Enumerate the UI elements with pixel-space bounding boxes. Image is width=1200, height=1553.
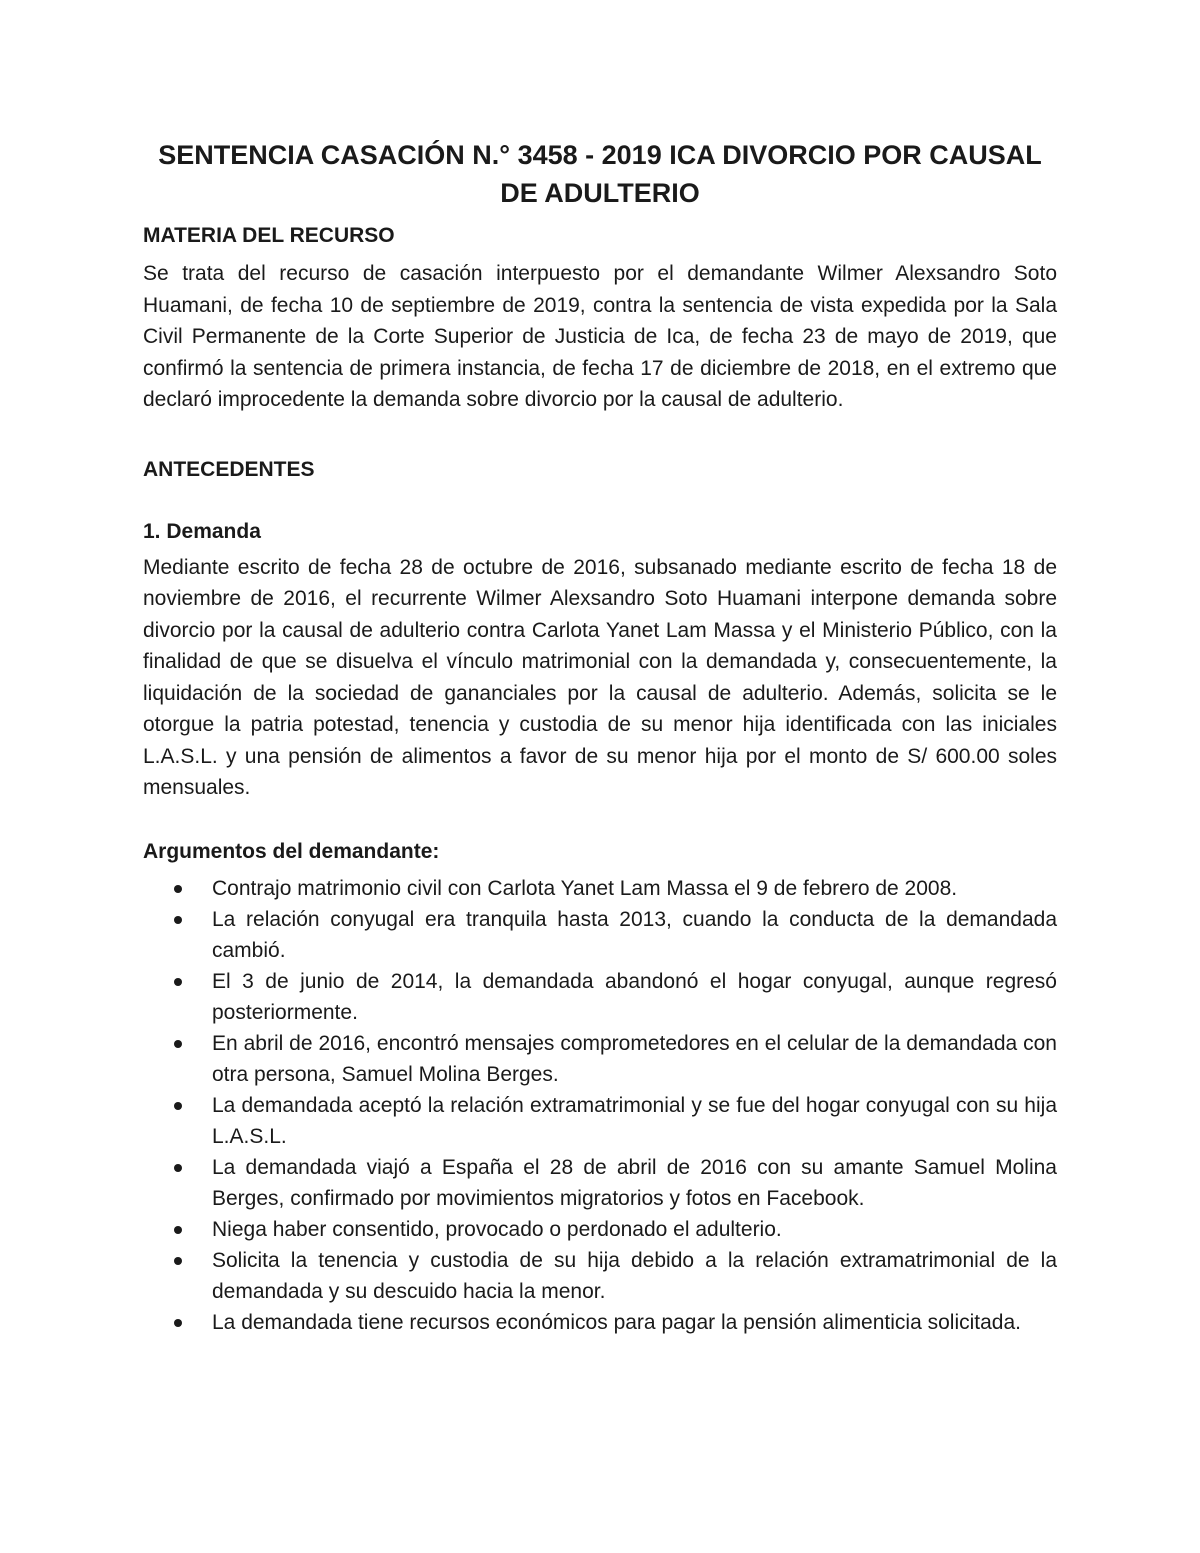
section-heading-antecedentes: ANTECEDENTES — [143, 457, 315, 481]
list-item-text: Niega haber consentido, provocado o perdonado el adulterio. — [212, 1217, 782, 1241]
materia-paragraph: Se trata del recurso de casación interpuesto por el demandante Wilmer Alexsandro Soto Huamani, de fecha 10 de septiembre de 2019, contra la sentencia de vista expedida por la Sala Civil Permanente de la Corte Superior de Justicia de Ica, de fecha 23 de mayo de 2019, que confirmó la sentencia de primera instancia, de fecha 17 de diciembre de 2018, en el extremo que declaró improcedente la demanda sobre divorcio por la causal de adulterio. — [143, 262, 1057, 411]
argumentos-list — [143, 873, 1057, 1338]
document-title: SENTENCIA CASACIÓN N.° 3458 - 2019 ICA DIVORCIO POR CAUSAL DE ADULTERIO — [158, 140, 1042, 208]
list-item-text: La relación conyugal era tranquila hasta 2013, cuando la conducta de la demandada cambió. — [212, 907, 1057, 962]
list-item-text: Solicita la tenencia y custodia de su hija debido a la relación extramatrimonial de la demandada y su descuido hacia la menor. — [212, 1248, 1057, 1303]
document-page — [143, 136, 1057, 1338]
bullet-icon — [174, 885, 182, 893]
list-item-text: La demandada viajó a España el 28 de abril de 2016 con su amante Samuel Molina Berges, confirmado por movimientos migratorios y fotos en Facebook. — [212, 1155, 1057, 1210]
list-item — [143, 1245, 1057, 1307]
list-item-text: La demandada aceptó la relación extramatrimonial y se fue del hogar conyugal con su hija L.A.S.L. — [212, 1093, 1057, 1148]
demanda-paragraph: Mediante escrito de fecha 28 de octubre de 2016, subsanado mediante escrito de fecha 18 de noviembre de 2016, el recurrente Wilmer Alexsandro Soto Huamani interpone demanda sobre divorcio por la causal de adulterio contra Carlota Yanet Lam Massa y el Ministerio Público, con la finalidad de que se disuelva el vínculo matrimonial con la demandada y, consecuentemente, la liquidación de la sociedad de gananciales por la causal de adulterio. Además, solicita se le otorgue la patria potestad, tenencia y custodia de su menor hija identificada con las iniciales L.A.S.L. y una pensión de alimentos a favor de su menor hija por el monto de S/ 600.00 soles mensuales. — [143, 555, 1057, 799]
bullet-icon — [174, 1257, 182, 1265]
list-item — [143, 966, 1057, 1028]
subsection-heading-demanda: 1. Demanda — [143, 519, 261, 543]
bullet-icon — [174, 1319, 182, 1327]
list-item — [143, 1307, 1057, 1338]
section-heading-materia: MATERIA DEL RECURSO — [143, 224, 395, 247]
bullet-icon — [174, 1164, 182, 1172]
list-item — [143, 1152, 1057, 1214]
list-item — [143, 873, 1057, 904]
bullet-icon — [174, 1040, 182, 1048]
bullet-icon — [174, 1102, 182, 1110]
bullet-icon — [174, 1226, 182, 1234]
subsection-heading-argumentos: Argumentos del demandante: — [143, 839, 440, 863]
bullet-icon — [174, 978, 182, 986]
bullet-icon — [174, 916, 182, 924]
list-item-text: En abril de 2016, encontró mensajes comprometedores en el celular de la demandada con otra persona, Samuel Molina Berges. — [212, 1031, 1057, 1086]
list-item — [143, 1090, 1057, 1152]
list-item — [143, 904, 1057, 966]
list-item — [143, 1214, 1057, 1245]
list-item-text: El 3 de junio de 2014, la demandada abandonó el hogar conyugal, aunque regresó posteriormente. — [212, 969, 1057, 1024]
list-item-text: La demandada tiene recursos económicos para pagar la pensión alimenticia solicitada. — [212, 1310, 1021, 1334]
list-item-text: Contrajo matrimonio civil con Carlota Yanet Lam Massa el 9 de febrero de 2008. — [212, 876, 958, 900]
list-item — [143, 1028, 1057, 1090]
